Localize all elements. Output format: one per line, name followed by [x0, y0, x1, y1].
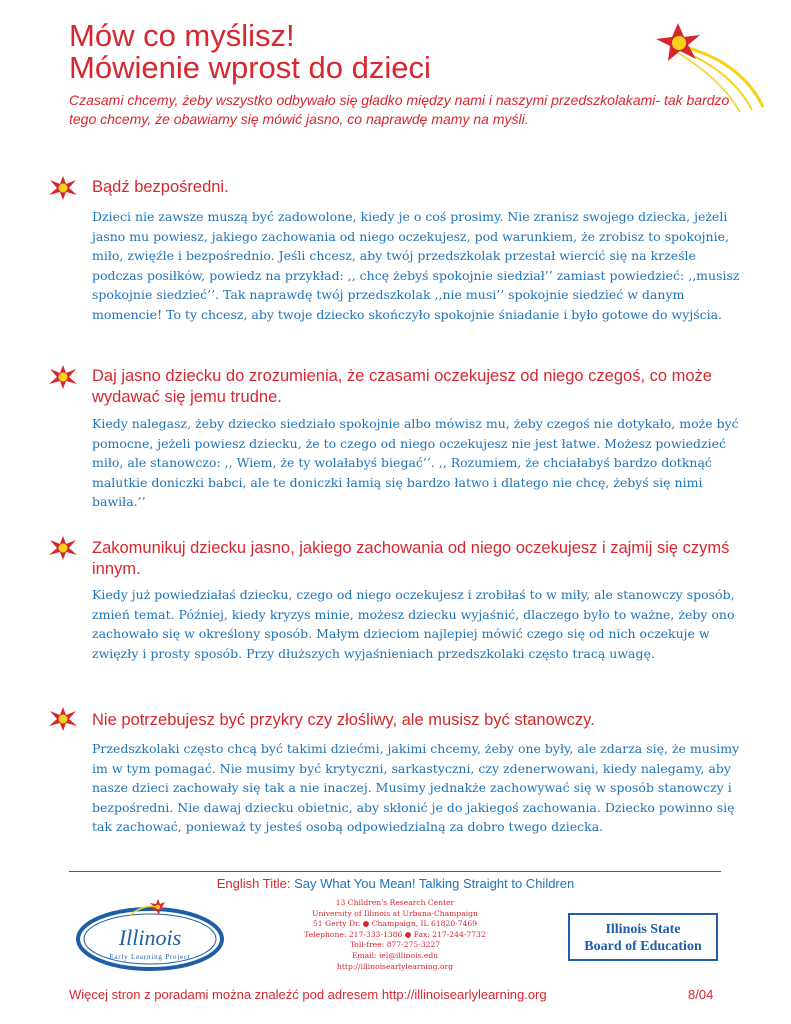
iel-logo-name: Illinois — [118, 925, 182, 950]
contact-line: Telephone: 217-333-1386 ● Fax: 217-244-7732 — [304, 929, 486, 939]
contact-info — [295, 898, 495, 972]
section-body-2: Kiedy nalegasz, żeby dziecko siedziało spokojnie albo mówisz mu, żeby czegoś nie dotykało, może być pomocne, jeżeli powiesz dziecku, że to czego od niego oczekujesz nie jest łatwe. Możesz powiedzieć miło, ale stanowczo: ,, Wiem, że ty wolałabyś biegać’’. ,, Rozumiem, że chciałabyś bardzo dotknąć malutkie doniczki babci, ale te doniczki łamią się bardzo łatwo i dlatego nie chcę, żebyś się nimi bawiła.’’ — [92, 416, 739, 509]
intro-text: Czasami chcemy, żeby wszystko odbywało się gładko między nami i naszymi przedszkolakami- tak bardzo tego chcemy, że obawiamy się mówić jasno, co naprawdę mamy na myśli. — [69, 92, 730, 127]
contact-email[interactable]: Email: iel@illinois.edu — [351, 950, 439, 960]
footer-divider — [69, 871, 721, 872]
star-bullet-icon — [48, 175, 78, 201]
contact-line: 13 Children's Research Center — [335, 898, 455, 907]
isbe-logo-line1: Illinois State — [605, 922, 681, 937]
english-title-label: English Title: — [216, 876, 291, 891]
contact-line: 51 Gerty Dr. ● Champaign, IL 61820-7469 — [312, 919, 478, 929]
contact-line: Toll-free: 877-275-3227 — [349, 940, 441, 950]
section-body-1: Dzieci nie zawsze muszą być zadowolone, kiedy je o coś prosimy. Nie zranisz swojego dziecka, jeżeli jasno mu powiesz, jakiego zachowania od niego oczekujesz, pod warunkiem, że zrobisz to spokojnie, miło, zwięźle i bezpośrednio. Jeśli chcesz, aby twój przedszkolak przestał wiercić się na krześle podczas posiłków, powiedz na przykład: ,, chcę żebyś spokojnie siedział’’ zamiast powiedzieć: ,,musisz spokojnie siedzieć’’. Tak naprawdę twój przedszkolak ,,nie musi’’ spokojnie siedzieć w danym momencie! To ty chcesz, aby twoje dziecko skończyło spokojnie śniadanie i było gotowe do wyjścia. — [92, 209, 740, 322]
star-bullet-icon — [48, 706, 78, 732]
section-heading-1: Bądź bezpośredni. — [92, 178, 229, 196]
section-heading-4: Nie potrzebujesz być przykry czy złośliwy, ale musisz być stanowczy. — [92, 711, 595, 729]
star-bullet-icon — [48, 535, 78, 561]
page-title — [69, 20, 431, 84]
isbe-logo — [568, 913, 718, 961]
section-heading-2: Daj jasno dziecku do zrozumienia, że czasami oczekujesz od niego czegoś, co może wydawać się jemu trudne. — [92, 367, 712, 406]
english-title-value: Say What You Mean! Talking Straight to Children — [294, 876, 575, 891]
publication-date: 8/04 — [688, 987, 714, 1002]
section-body-4: Przedszkolaki często chcą być takimi dziećmi, jakimi chcemy, żeby one były, ale zdarza się, że musimy im w tym pomagać. Nie musimy być krytyczni, sarkastyczni, czy zdenerwowani, kiedy nalegamy, aby nasze dzieci zachowały się tak a nie inaczej. Musimy jednakże zachowywać się w sposób stanowczy i bezpośredni. Nie dawaj dziecku obietnic, aby skłonić je do jakiegoś zachowania. Dziecko powinno się tak zachować, ponieważ ty jesteś osobą odpowiedzialną za dobro twego dziecka. — [92, 741, 740, 834]
section-body-3: Kiedy już powiedziałaś dziecku, czego od niego oczekujesz i zrobiłaś to w miły, ale stanowczy sposób, zmień temat. Później, kiedy kryzys minie, możesz dziecku wyjaśnić, dlaczego było to ważne, żeby ono zachowało się w określony sposób. Małym dzieciom najlepiej mówić czego się od nich oczekuje w zwięzły i prosty sposób. Przy dłuższych wyjaśnieniach przedszkolaki często tracą uwagę. — [92, 587, 735, 661]
more-info-link[interactable]: Więcej stron z poradami można znaleźć pod adresem http://illinoisearlylearning.org — [69, 987, 547, 1002]
isbe-logo-line2: Board of Education — [584, 939, 702, 954]
contact-line: University of Illinois at Urbana-Champaign — [312, 908, 478, 918]
section-heading-3: Zakomunikuj dziecku jasno, jakiego zachowania od niego oczekujesz i zajmij się czymś innym. — [92, 539, 730, 578]
iel-logo — [70, 893, 235, 975]
iel-logo-subtitle: Early Learning Project — [109, 953, 191, 961]
english-title — [0, 875, 791, 892]
page-title-line1: Mów co myślisz! — [69, 18, 295, 53]
star-bullet-icon — [48, 364, 78, 390]
page-title-line2: Mówienie wprost do dzieci — [69, 50, 431, 85]
contact-website-link[interactable]: http://illinoisearlylearning.org — [336, 961, 454, 971]
